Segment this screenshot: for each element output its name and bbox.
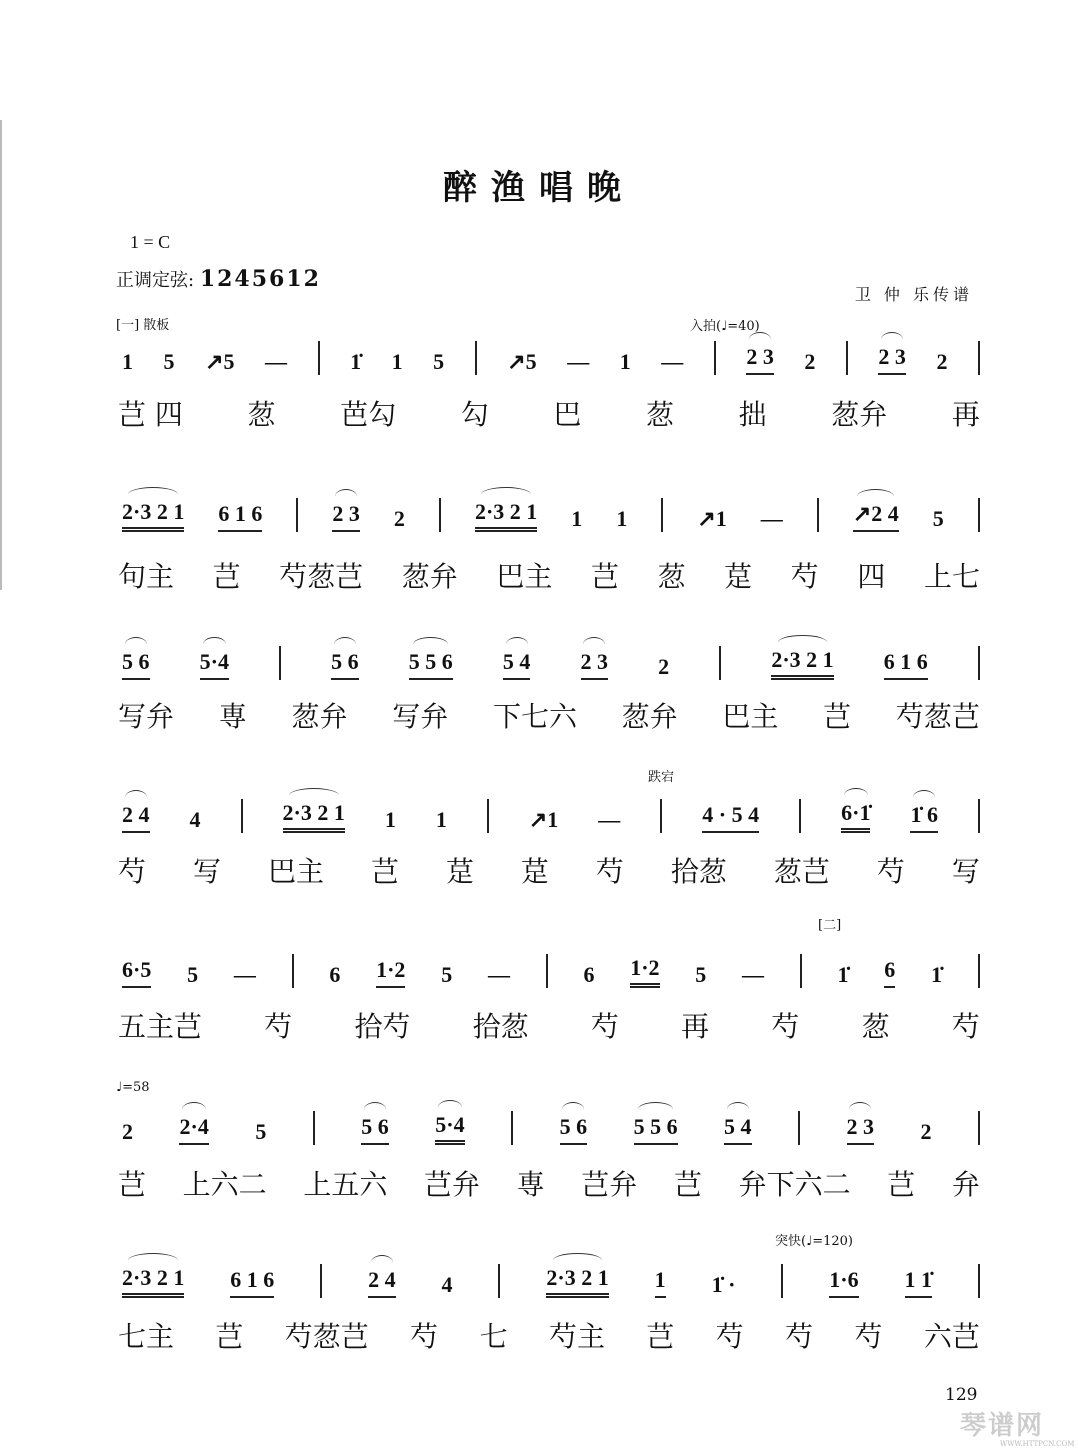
jianzi-symbol: 芍 — [590, 1010, 619, 1043]
jianzi-symbol: 再 — [951, 398, 980, 431]
tablature-line — [118, 1000, 980, 1050]
tuning-label: 正调定弦: — [116, 270, 195, 291]
barline — [320, 1264, 322, 1298]
note: 2 3 — [847, 1114, 875, 1145]
barline — [817, 498, 819, 532]
note: 2·3 2 1 — [122, 1265, 184, 1298]
jianzi-symbol: 句主 — [118, 560, 175, 593]
barline — [241, 799, 243, 833]
jianzi-symbol: 芑 四 — [118, 398, 183, 431]
tablature-line — [118, 845, 980, 895]
key-signature: 1 = C — [130, 232, 171, 252]
jianzi-symbol: 七 — [479, 1320, 508, 1353]
jianzi-symbol: 拾䓤 — [670, 855, 727, 888]
tablature-line — [118, 550, 980, 600]
jianzi-symbol: 䓤 — [247, 398, 276, 431]
barline — [475, 341, 477, 375]
note: 5 5 6 — [634, 1114, 678, 1145]
jianzi-symbol: 六芑 — [923, 1320, 980, 1353]
jianzi-symbol: 芑 — [118, 1168, 147, 1201]
barline — [799, 799, 801, 833]
jianzi-symbol: 芍䓤芑 — [279, 560, 364, 593]
note: 6 1 6 — [884, 649, 928, 680]
note: 2·3 2 1 — [283, 800, 345, 833]
jianzi-symbol: 芍 — [785, 1320, 814, 1353]
barline — [498, 1264, 500, 1298]
jianzi-symbol: 上七 — [923, 560, 980, 593]
jianzi-symbol: 芍 — [264, 1010, 293, 1043]
jianzi-symbol: 写弁 — [118, 700, 175, 733]
page-number: 129 — [945, 1385, 978, 1405]
note: 5 5 6 — [409, 649, 453, 680]
jianzi-symbol: 芍 — [410, 1320, 439, 1353]
note: 2 — [936, 349, 948, 374]
jianzi-symbol: 専 — [218, 700, 247, 733]
jianzi-symbol: 芍 — [715, 1320, 744, 1353]
barline — [313, 1111, 315, 1145]
barline — [714, 341, 716, 375]
note: ↗1 — [697, 506, 727, 531]
note: 5 — [433, 349, 445, 374]
jianzi-symbol: 䓤弁 — [621, 700, 678, 733]
note: 1·6 — [829, 1267, 858, 1298]
note: 1̇ — [350, 349, 362, 374]
barline — [800, 954, 802, 988]
note: 6·5 — [122, 957, 151, 988]
note: — — [598, 807, 621, 832]
barline — [661, 498, 663, 532]
jianzi-symbol: 上五六 — [303, 1168, 388, 1201]
note: 1 — [384, 807, 396, 832]
barline — [978, 799, 980, 833]
note: 5·4 — [200, 649, 229, 680]
note: 5 — [441, 962, 453, 987]
note: 1 1̇ — [905, 1267, 933, 1298]
note: — — [567, 349, 590, 374]
barline — [978, 954, 980, 988]
jianzi-symbol: 芑 — [215, 1320, 244, 1353]
barline — [798, 1111, 800, 1145]
note: 1·2 — [630, 955, 659, 988]
notation-line — [122, 948, 980, 988]
jianzi-symbol: 五主芑 — [118, 1010, 203, 1043]
notation-line — [122, 1258, 980, 1298]
notation-line — [122, 1105, 980, 1145]
jianzi-symbol: 芭勾 — [340, 398, 397, 431]
note: 1̇ — [837, 962, 849, 987]
barline — [511, 1111, 513, 1145]
note: 4 — [441, 1272, 453, 1297]
tempo-mark: ♩=58 — [116, 1080, 150, 1095]
jianzi-symbol: 芍 — [771, 1010, 800, 1043]
barline — [978, 646, 980, 680]
jianzi-symbol: 弁 — [951, 1168, 980, 1201]
barline — [781, 1264, 783, 1298]
jianzi-symbol: 下七六 — [492, 700, 577, 733]
jianzi-symbol: 芑弁 — [581, 1168, 638, 1201]
note: — — [742, 962, 765, 987]
note: 6 — [583, 962, 595, 987]
note: 2 4 — [368, 1267, 396, 1298]
watermark-url: WWW.HTTPCN.COM — [1000, 1440, 1075, 1448]
jianzi-symbol: 芍 — [854, 1320, 883, 1353]
note: — — [233, 962, 256, 987]
credit: 卫 仲 乐传谱 — [854, 285, 973, 304]
section-one-label: [一] 散板 — [116, 318, 170, 333]
barline — [279, 646, 281, 680]
note: 1̇ · — [711, 1272, 736, 1297]
jianzi-symbol: 七主 — [118, 1320, 175, 1353]
note: 1 — [616, 506, 628, 531]
jianzi-symbol: 芍 — [595, 855, 624, 888]
notation-line — [122, 640, 980, 680]
jianzi-symbol: 拙 — [738, 398, 767, 431]
jianzi-symbol: 芑 — [646, 1320, 675, 1353]
section-two-label: [二] — [818, 918, 842, 933]
tempo-mark: 突快(♩=120) — [775, 1234, 853, 1249]
note: 6 — [884, 957, 895, 988]
tablature-line — [118, 388, 980, 438]
note: 4 · 5 4 — [702, 802, 759, 833]
watermark: 琴谱网 — [960, 1411, 1045, 1441]
note: — — [487, 962, 510, 987]
jianzi-symbol: 芍主 — [548, 1320, 605, 1353]
note: 1 — [391, 349, 403, 374]
note: 6 1 6 — [218, 501, 262, 532]
tempo-mark: 入拍(♩=40) — [690, 319, 760, 334]
tablature-line — [118, 1310, 980, 1360]
barline — [292, 954, 294, 988]
note: ↗5 — [205, 349, 235, 374]
note: 2·3 2 1 — [475, 499, 537, 532]
note: 2·4 — [179, 1114, 208, 1145]
jianzi-symbol: 芍䓤芑 — [284, 1320, 369, 1353]
barline — [719, 646, 721, 680]
note: 2·3 2 1 — [771, 647, 833, 680]
jianzi-symbol: 䓤 — [657, 560, 686, 593]
jianzi-symbol: 䓤弁 — [291, 700, 348, 733]
note: 2 — [393, 506, 405, 531]
note: 5 — [187, 962, 199, 987]
note: 5 4 — [724, 1114, 752, 1145]
note: 5 6 — [122, 649, 150, 680]
notation-line — [122, 793, 980, 833]
note: — — [661, 349, 684, 374]
jianzi-symbol: 写弁 — [392, 700, 449, 733]
note: 2 3 — [332, 501, 360, 532]
note: 1·2 — [376, 957, 405, 988]
barline — [318, 341, 320, 375]
tuning-notes: 1245612 — [199, 266, 321, 292]
note: 2 3 — [878, 344, 906, 375]
note: 6·1̇ — [841, 800, 870, 833]
jianzi-symbol: 芑 — [370, 855, 399, 888]
barline — [660, 799, 662, 833]
barline — [978, 1111, 980, 1145]
note: 5·4 — [435, 1112, 464, 1145]
note: — — [760, 506, 783, 531]
note: 1̇ — [931, 962, 943, 987]
note: 2 — [122, 1119, 133, 1144]
note: 2 — [804, 349, 816, 374]
note: 1 — [122, 349, 133, 374]
note: 5 — [695, 962, 707, 987]
barline — [978, 341, 980, 375]
jianzi-symbol: 巴主 — [267, 855, 324, 888]
note: 1 — [435, 807, 447, 832]
jianzi-symbol: 䓤芑 — [773, 855, 830, 888]
jianzi-symbol: 䓤弁 — [831, 398, 888, 431]
jianzi-symbol: 莡 — [520, 855, 549, 888]
note: 1 — [655, 1267, 666, 1298]
note: 4 — [189, 807, 201, 832]
tablature-line — [118, 690, 980, 740]
jianzi-symbol: 芍 — [951, 1010, 980, 1043]
jianzi-symbol: 拾芍 — [354, 1010, 411, 1043]
note: 5 — [255, 1119, 267, 1144]
note: 5 4 — [503, 649, 531, 680]
barline — [978, 1264, 980, 1298]
barline — [439, 498, 441, 532]
note: 2 3 — [746, 344, 774, 375]
jianzi-symbol: 芑 — [823, 700, 852, 733]
jianzi-symbol: 莡 — [445, 855, 474, 888]
jianzi-symbol: 上六二 — [182, 1168, 267, 1201]
jianzi-symbol: 拾䓤 — [472, 1010, 529, 1043]
jianzi-symbol: 勾 — [460, 398, 489, 431]
note: 2 4 — [122, 802, 150, 833]
note: ↗2 4 — [853, 501, 899, 532]
jianzi-symbol: 巴主 — [722, 700, 779, 733]
barline — [487, 799, 489, 833]
notation-line — [122, 335, 980, 375]
jianzi-symbol: 専 — [516, 1168, 545, 1201]
jianzi-symbol: 再 — [681, 1010, 710, 1043]
jianzi-symbol: 芑 — [673, 1168, 702, 1201]
note: 2·3 2 1 — [546, 1265, 608, 1298]
note: 5 — [163, 349, 175, 374]
jianzi-symbol: 䓤 — [861, 1010, 890, 1043]
jianzi-symbol: 莡 — [724, 560, 753, 593]
jianzi-symbol: 芍 — [118, 855, 147, 888]
note: 2 3 — [581, 649, 609, 680]
tempo-mark: 跌宕 — [648, 770, 675, 785]
note: 2 — [920, 1119, 932, 1144]
notation-line — [122, 492, 980, 532]
note: 6 — [329, 962, 341, 987]
jianzi-symbol: 弁下六二 — [738, 1168, 851, 1201]
note: 2 — [658, 654, 670, 679]
jianzi-symbol: 写 — [951, 855, 980, 888]
barline — [546, 954, 548, 988]
jianzi-symbol: 写 — [192, 855, 221, 888]
jianzi-symbol: 芑弁 — [423, 1168, 480, 1201]
barline — [978, 498, 980, 532]
tablature-line — [118, 1158, 980, 1208]
note: 5 — [932, 506, 944, 531]
note: ↗5 — [507, 349, 537, 374]
page-title: 醉渔唱晚 — [443, 168, 635, 208]
note: 5 6 — [560, 1114, 588, 1145]
tuning — [116, 266, 321, 292]
note: 5 6 — [361, 1114, 389, 1145]
note: 1 — [571, 506, 583, 531]
note: — — [265, 349, 288, 374]
jianzi-symbol: 䓤 — [646, 398, 675, 431]
note: 1̇ 6 — [910, 802, 938, 833]
note: 6 1 6 — [230, 1267, 274, 1298]
jianzi-symbol: 芑 — [212, 560, 241, 593]
jianzi-symbol: 䓤弁 — [401, 560, 458, 593]
jianzi-symbol: 芑 — [590, 560, 619, 593]
jianzi-symbol: 芍 — [790, 560, 819, 593]
note: 1 — [619, 349, 631, 374]
jianzi-symbol: 芍䓤芑 — [895, 700, 980, 733]
jianzi-symbol: 芍 — [876, 855, 905, 888]
note: ↗1 — [528, 807, 559, 832]
jianzi-symbol: 巴 — [553, 398, 582, 431]
jianzi-symbol: 巴主 — [496, 560, 553, 593]
barline — [846, 341, 848, 375]
jianzi-symbol: 四 — [857, 560, 886, 593]
note: 5 6 — [331, 649, 359, 680]
jianzi-symbol: 芑 — [887, 1168, 916, 1201]
note: 2·3 2 1 — [122, 499, 184, 532]
barline — [296, 498, 298, 532]
